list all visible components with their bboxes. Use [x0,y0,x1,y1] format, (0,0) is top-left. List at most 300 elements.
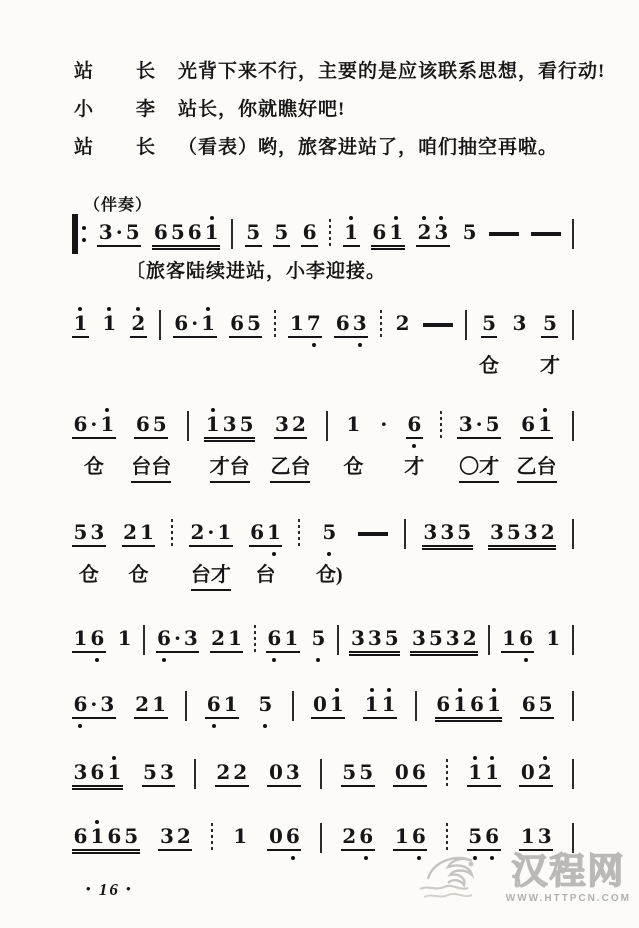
octave-dot-above [101,303,118,311]
underline-1 [227,651,244,653]
underline-1 [371,245,388,247]
note-char [383,618,400,665]
underline-1 [288,336,305,338]
octave-dot-above [341,816,358,824]
note-char [422,512,439,559]
octave-dot-below [541,341,558,350]
octave-dot-above [210,618,227,626]
digit-glyph: 3 [434,220,449,244]
octave-dot-above [522,512,539,520]
underline-1 [221,437,238,439]
note-char [156,618,173,665]
underline-1 [345,437,362,439]
note-cluster [266,618,300,665]
underline-1 [210,651,227,653]
barline [211,823,213,853]
octave-dot-above [151,404,168,412]
octave-dot-below [536,790,553,799]
octave-dot-above [536,816,553,824]
octave-dot-above [142,752,159,760]
octave-dot-below [130,341,147,350]
octave-dot-below [210,656,227,665]
octave-dot-below [461,656,478,665]
note-cluster [457,404,501,483]
lyric-syllable: 台 [255,564,276,586]
octave-dot-above [122,512,139,520]
digit-glyph: 3 [440,520,455,544]
octave-dot-above [358,752,375,760]
octave-dot-below [151,722,168,731]
note-digits [97,212,141,259]
octave-dot-below [189,550,206,559]
octave-dot-below [488,550,505,559]
octave-dot-below [139,550,156,559]
note-char [72,752,89,799]
note-cluster [156,618,200,665]
underline-1 [363,717,380,719]
note-cluster [72,512,106,588]
digit-glyph: 3 [350,626,365,650]
note-char [481,303,498,350]
octave-dot-below [469,722,486,731]
note-char [485,684,502,731]
note-digits [72,303,89,350]
note-char [189,512,206,559]
note-cluster [461,212,478,259]
digit-glyph: 0 [394,760,409,784]
octave-dot-below [505,550,522,559]
note-digits [457,404,501,451]
octave-dot-below [72,854,89,863]
digit-glyph: 5 [506,520,521,544]
octave-dot-above [363,684,380,692]
octave-dot-below [221,442,238,451]
note-cluster [158,816,192,863]
octave-dot-below [267,854,284,863]
octave-dot-above [481,303,498,311]
note-char [394,303,411,350]
note-cluster [545,618,562,665]
octave-dot-below [106,790,123,799]
underline-1 [388,245,405,247]
note-digits [134,684,168,731]
digit-glyph: 1 [201,311,216,335]
note-char [520,684,537,731]
note-char [222,684,239,731]
note-cluster [540,303,560,379]
digit-glyph: 5 [468,824,483,848]
note-char [267,816,284,863]
note-char [518,618,535,665]
octave-dot-above [89,752,106,760]
octave-dot-above [334,303,351,311]
digit-glyph: 2 [176,824,191,848]
octave-dot-below [158,790,175,799]
octave-dot-above [89,684,99,692]
digit-glyph: 1 [346,412,361,436]
note-digits [210,618,244,665]
note-cluster [173,303,217,350]
digit-glyph: 6 [521,692,536,716]
note-cluster [311,684,345,731]
duration-dash [358,532,388,536]
underline-1 [190,336,200,338]
digit-glyph: 5 [482,311,496,335]
octave-dot-below [190,341,200,350]
note-char [328,684,345,731]
octave-dot-below [310,656,327,665]
barline [572,625,574,655]
octave-dot-above [99,404,116,412]
digit-glyph: 6 [90,626,105,650]
note-char [439,512,456,559]
note-char [366,618,383,665]
underline-1 [485,717,502,719]
octave-dot-above [123,816,140,824]
note-char [522,512,539,559]
note-cluster [288,303,322,350]
octave-dot-below [410,790,427,799]
octave-dot-below [106,854,123,863]
octave-dot-below [433,250,450,259]
note-char [461,212,478,259]
octave-dot-below [246,341,263,350]
note-digits [101,303,118,350]
note-char [545,618,562,665]
page-number [86,880,133,900]
octave-dot-above [186,212,203,220]
note-char [130,303,147,350]
octave-dot-above [537,684,554,692]
digit-glyph: 1 [117,626,132,650]
note-char [341,752,358,799]
note-cluster [467,752,501,799]
note-char [106,816,123,863]
duration-dash [423,323,453,327]
note-char [172,618,182,665]
digit-glyph: 3 [352,311,367,335]
underline-1 [215,785,232,787]
octave-dot-below [328,722,345,731]
note-digits [321,512,338,559]
note-char [204,404,221,451]
note-digits [122,512,156,559]
underline-1 [328,717,345,719]
stage-direction-caption: 〔旅客陆续进站，小李迎接。 [126,261,387,282]
underline-1 [173,336,190,338]
music-line-1 [72,212,574,259]
note-cluster [517,404,557,483]
barline [465,310,467,340]
note-digits [245,212,262,259]
octave-dot-below [274,442,291,451]
octave-dot-above [541,303,558,311]
note-digits [501,618,535,665]
octave-dot-above [151,684,168,692]
octave-dot-below [518,656,535,665]
underline-1 [410,785,427,787]
underline-1 [519,785,536,787]
underline-1 [283,651,300,653]
octave-dot-above [520,684,537,692]
octave-dot-above [393,816,410,824]
octave-dot-below [205,722,222,731]
note-digits [461,212,478,259]
octave-dot-above [321,512,338,520]
note-cluster [205,684,239,731]
octave-dot-below [222,722,239,731]
octave-dot-above [422,512,439,520]
digit-glyph: 1 [389,220,404,244]
note-char [301,212,318,259]
note-char [72,303,89,350]
note-cluster [341,752,375,799]
watermark-site-name: 汉程网 [511,850,626,891]
octave-dot-above [290,404,307,412]
octave-dot-above [379,404,389,412]
octave-dot-above [89,404,99,412]
digit-glyph: 6 [153,220,168,244]
octave-dot-above [106,752,123,760]
octave-dot-below [232,790,249,799]
digit-glyph: 6 [411,824,426,848]
octave-dot-above [72,404,89,412]
octave-dot-below [358,854,375,863]
underline-1 [284,849,301,851]
underline-1 [89,437,99,439]
speaker-char: 站 [74,137,95,158]
note-digits [520,404,554,451]
octave-dot-below [467,790,484,799]
barline [320,823,322,853]
octave-dot-above [536,752,553,760]
underline-1 [89,717,99,719]
note-cluster [142,752,176,799]
note-cluster [72,816,140,863]
note-digits [301,212,318,259]
digit-glyph: 3 [285,760,300,784]
barline [572,519,574,549]
octave-dot-below [539,550,556,559]
underline-1 [505,545,522,547]
digit-glyph: 5 [342,760,357,784]
underline-1 [484,437,501,439]
octave-dot-above [433,212,450,220]
underline-1 [101,336,118,338]
octave-dot-above [283,618,300,626]
octave-dot-below [97,250,114,259]
note-cluster [131,404,171,483]
octave-dot-below [116,656,133,665]
note-digits [467,752,501,799]
underline-1 [106,849,123,851]
octave-dot-above [249,512,266,520]
music-line-3 [72,404,574,483]
barline [404,519,406,549]
repeat-bar [72,214,78,254]
note-digits [545,618,562,665]
underline-1 [501,651,518,653]
barline [572,691,574,721]
octave-dot-above [72,303,89,311]
page-number-dot-left: • [86,881,93,896]
digit-glyph: 5 [359,760,374,784]
note-digits [205,684,239,731]
digit-glyph: 7 [306,311,321,335]
octave-dot-above [116,618,133,626]
note-cluster [72,618,106,665]
octave-dot-above [134,684,151,692]
note-char [488,512,505,559]
underline-1 [232,849,249,851]
note-char [175,816,192,863]
octave-dot-above [467,752,484,760]
digit-glyph: 1 [520,824,535,848]
octave-dot-above [158,816,175,824]
watermark [414,845,631,909]
digit-glyph: 1 [329,692,344,716]
barline [572,219,574,249]
octave-dot-above [182,618,199,626]
digit-glyph: 1 [233,824,248,848]
octave-dot-below [351,341,368,350]
note-cluster [273,212,290,259]
note-char [537,684,554,731]
digit-glyph: 5 [485,412,500,436]
octave-dot-below [363,722,380,731]
note-digits [310,618,327,665]
octave-dot-above [444,618,461,626]
underline-1 [456,545,473,547]
octave-dot-below [172,656,182,665]
speaker-char: 小 [74,99,95,120]
octave-dot-above [172,618,182,626]
digit-glyph: 1 [140,520,154,544]
underline-1 [343,245,360,247]
underline-1 [158,849,175,851]
octave-dot-above [301,212,318,220]
octave-dot-below [345,442,362,451]
note-char [152,212,169,259]
octave-dot-below [290,442,307,451]
note-cluster [152,212,220,259]
underline-1 [189,545,206,547]
note-cluster [72,404,116,480]
repeat-dots [82,217,86,251]
digit-glyph: 1 [90,824,105,848]
octave-dot-below [501,656,518,665]
digit-glyph: 2 [462,626,477,650]
note-digits [72,404,116,451]
note-cluster [301,212,318,259]
digit-glyph: 5 [239,412,254,436]
underline-1 [216,545,233,547]
note-char [379,404,389,451]
underline-1 [433,245,450,247]
octave-dot-above [519,752,536,760]
digit-glyph: 5 [311,626,326,650]
digit-glyph: 3 [423,520,438,544]
note-char [349,618,366,665]
octave-dot-below [393,854,410,863]
octave-dot-above [519,816,536,824]
note-digits [257,684,274,731]
dialogue-block [74,60,609,174]
note-cluster [363,684,397,731]
note-cluster [422,512,473,559]
underline-1 [134,437,151,439]
digit-glyph: 0 [312,692,327,716]
note-char [541,303,558,350]
digit-glyph: 1 [485,760,500,784]
octave-dot-below [134,442,151,451]
digit-glyph: 1 [73,311,88,335]
digit-glyph: 5 [322,520,337,544]
octave-dot-below [156,656,173,665]
note-cluster [72,752,123,799]
digit-glyph: 6 [230,311,244,335]
underline-1 [341,849,358,851]
underline-1 [274,437,291,439]
octave-dot-above [311,684,328,692]
digit-glyph: 6 [335,311,350,335]
octave-dot-above [427,618,444,626]
digit-glyph: 1 [217,520,232,544]
digit-glyph: 5 [125,220,140,244]
barline [231,219,233,249]
octave-dot-above [215,752,232,760]
note-digits [72,816,140,863]
digit-glyph: 1 [453,692,468,716]
digit-glyph: 1 [502,626,517,650]
octave-dot-below [379,442,389,451]
repeat-start-sign [72,214,86,254]
barline [326,411,328,441]
note-cluster [101,303,118,350]
note-char [200,303,217,350]
note-char [99,684,116,731]
octave-dot-below [444,656,461,665]
octave-dot-below [72,656,89,665]
note-char [173,303,190,350]
digit-glyph: 1 [223,692,238,716]
note-char [89,684,99,731]
speaker-char: 站 [74,61,95,82]
note-char [410,752,427,799]
underline-1 [273,245,290,247]
octave-dot-below [114,250,124,259]
digit-glyph: 0 [268,824,283,848]
note-char [380,684,397,731]
digit-glyph: 1 [468,760,483,784]
page-number-dot-right: • [126,881,133,896]
note-digits [173,303,217,350]
octave-dot-above [106,816,123,824]
underline-1 [469,717,486,719]
digit-glyph: 1 [152,692,166,716]
underline-1 [520,717,537,719]
note-char [539,512,556,559]
octave-dot-above [456,512,473,520]
note-char [358,752,375,799]
underline-1 [182,651,199,653]
digit-glyph: · [207,520,215,544]
octave-dot-below [321,550,338,559]
digit-glyph: 6 [73,692,88,716]
underline-1 [410,651,427,653]
digit-glyph: 3 [222,412,237,436]
digit-glyph: 1 [107,760,122,784]
